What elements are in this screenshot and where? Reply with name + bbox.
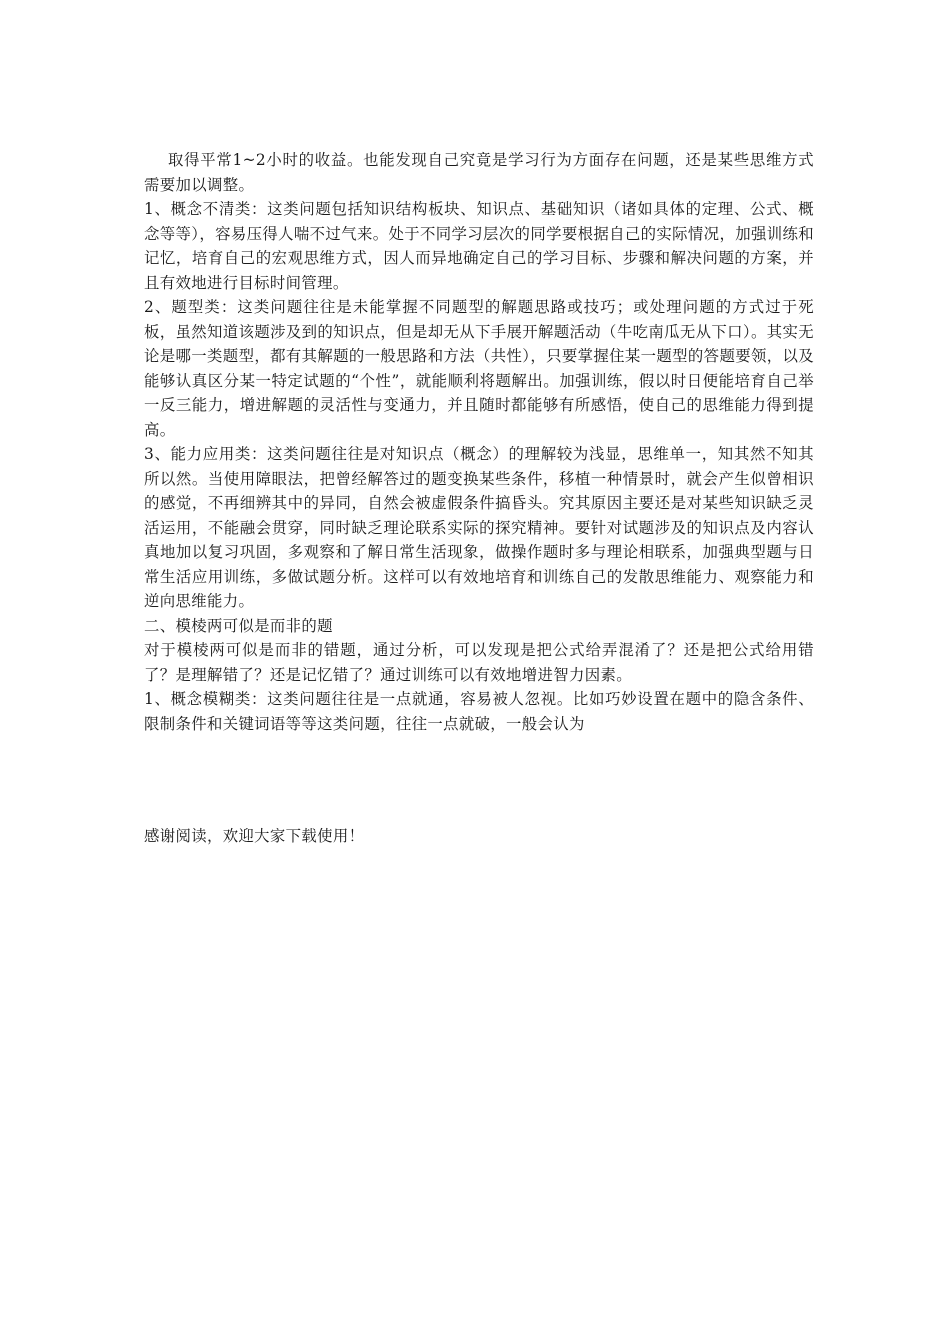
section-heading: 二、模棱两可似是而非的题: [144, 616, 333, 635]
paragraph-concept-unclear: 1、概念不清类：这类问题包括知识结构板块、知识点、基础知识（诸如具体的定理、公式、概念等等），容易压得人喘不过气来。处于不同学习层次的同学要根据自己的实际情况，加强训练和记忆，培育自己的宏观思维方式，因人而异地确定自己的学习目标、步骤和解决问题的方案，并且有效地进行目标时间管理。: [144, 200, 814, 292]
paragraph-intro: 取得平常1~2小时的收益。也能发现自己究竟是学习行为方面存在问题，还是某些思维方式需要加以调整。: [144, 151, 814, 194]
paragraph-ability-application: 3、能力应用类：这类问题往往是对知识点（概念）的理解较为浅显，思维单一，知其然不知其所以然。当使用障眼法，把曾经解答过的题变换某些条件，移植一种情景时，就会产生似曾相识的感觉，不再细辨其中的异同，自然会被虚假条件搞昏头。究其原因主要还是对某些知识缺乏灵活运用，不能融会贯穿，同时缺乏理论联系实际的探究精神。要针对试题涉及的知识点及内容认真地加以复习巩固，多观察和了解日常生活现象，做操作题时多与理论相联系，加强典型题与日常生活应用训练，多做试题分析。这样可以有效地培育和训练自己的发散思维能力、观察能力和逆向思维能力。: [144, 445, 814, 610]
paragraph-ambiguous-questions: 对于模棱两可似是而非的错题，通过分析，可以发现是把公式给弄混淆了？还是把公式给用错了？是理解错了？还是记忆错了？通过训练可以有效地增进智力因素。: [144, 641, 814, 684]
paragraph-concept-vague: 1、概念模糊类：这类问题往往是一点就通，容易被人忽视。比如巧妙设置在题中的隐含条件、限制条件和关键词语等等这类问题，往往一点就破，一般会认为: [144, 690, 814, 733]
document-body: [144, 148, 814, 736]
closing-note: 感谢阅读，欢迎大家下载使用！: [144, 827, 365, 845]
paragraph-question-type: 2、题型类：这类问题往往是未能掌握不同题型的解题思路或技巧；或处理问题的方式过于死板，虽然知道该题涉及到的知识点，但是却无从下手展开解题活动（牛吃南瓜无从下口）。其实无论是哪一类题型，都有其解题的一般思路和方法（共性），只要掌握住某一题型的答题要领，以及能够认真区分某一特定试题的“个性”，就能顺利将题解出。加强训练，假以时日便能培育自己举一反三能力，增进解题的灵活性与变通力，并且随时都能够有所感悟，使自己的思维能力得到提高。: [144, 298, 814, 439]
